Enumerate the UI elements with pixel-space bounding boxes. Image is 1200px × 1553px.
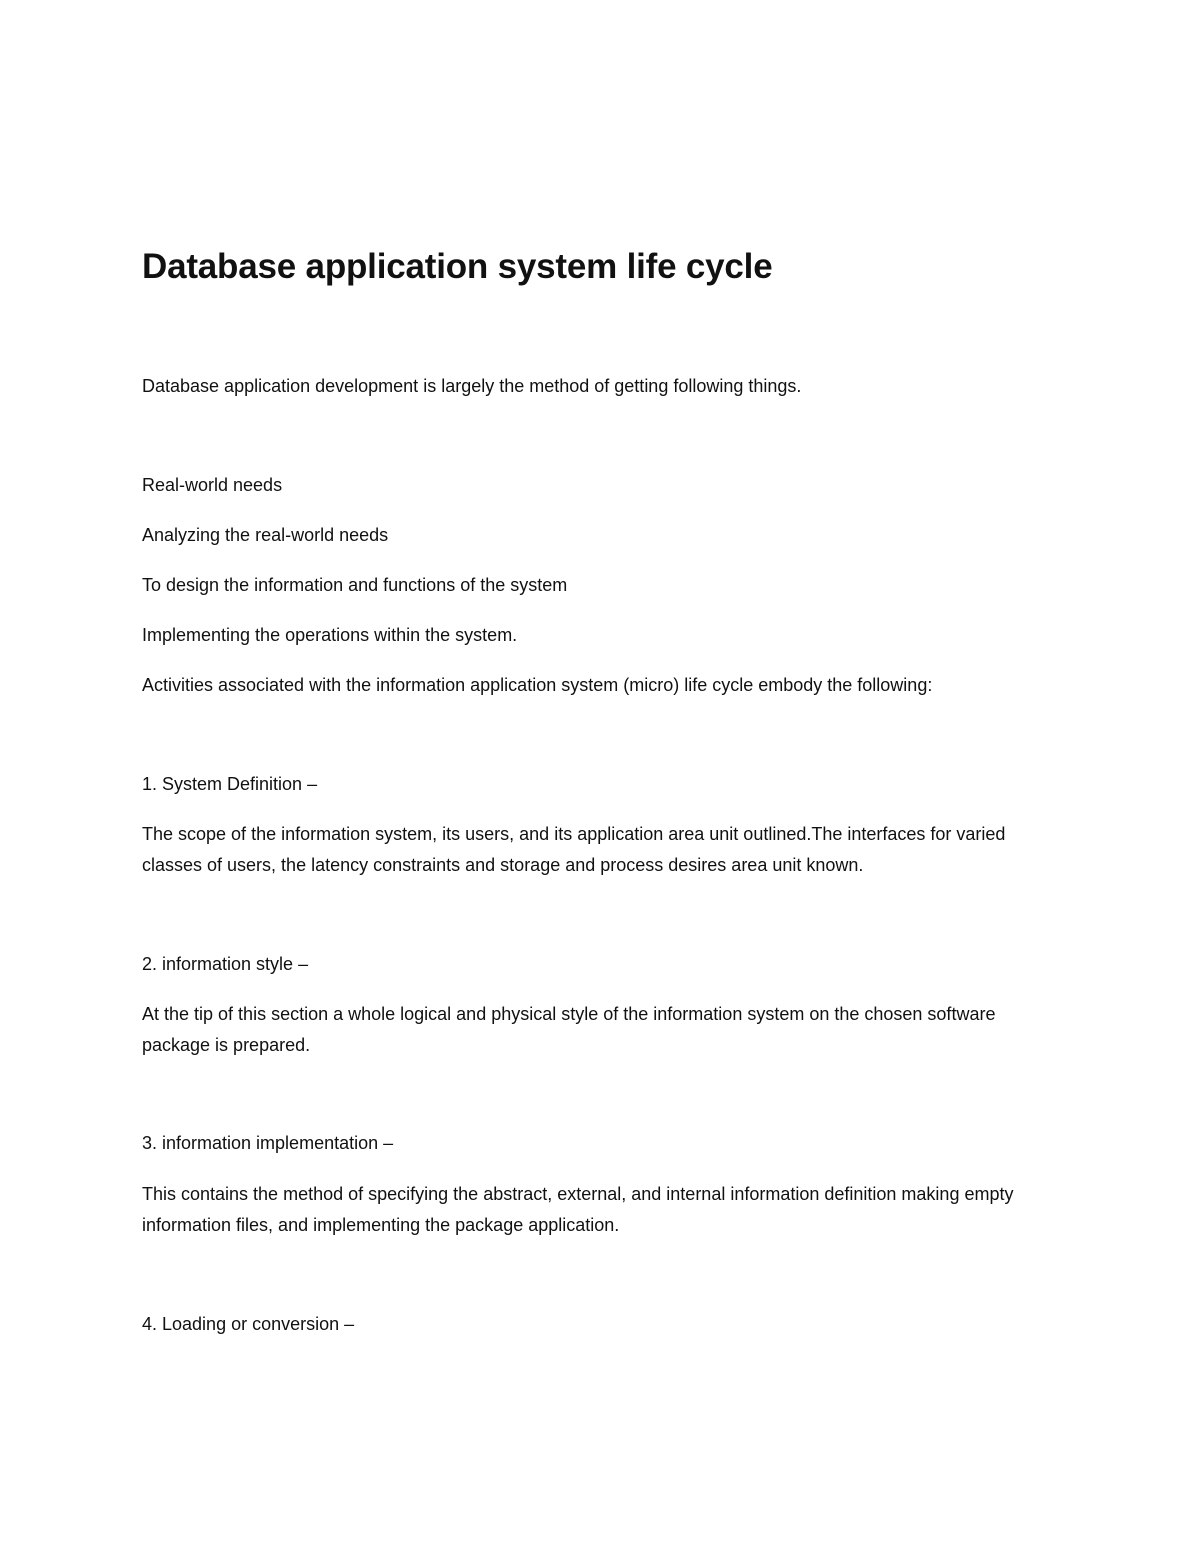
need-item: Real-world needs (142, 475, 283, 495)
section-heading: 4. Loading or conversion – (142, 1314, 355, 1334)
intro-text: Database application development is largely the method of getting following things. (142, 376, 802, 396)
need-item: To design the information and functions of the system (142, 575, 568, 595)
need-item: Analyzing the real-world needs (142, 525, 389, 545)
activities-intro: Activities associated with the information application system (micro) life cycle embody the following: (142, 675, 933, 695)
section-body: This contains the method of specifying the abstract, external, and internal information definition making empty information files, and implementing the package application. (142, 1184, 1014, 1235)
section-heading: 2. information style – (142, 954, 309, 974)
section-heading: 3. information implementation – (142, 1133, 394, 1153)
section-body: The scope of the information system, its users, and its application area unit outlined.The interfaces for varied classes of users, the latency constraints and storage and process desires area unit known. (142, 824, 1006, 875)
section-heading: 1. System Definition – (142, 774, 318, 794)
need-item: Implementing the operations within the system. (142, 625, 518, 645)
section-body: At the tip of this section a whole logical and physical style of the information system on the chosen software package is prepared. (142, 1004, 996, 1055)
document-title: Database application system life cycle (142, 247, 773, 286)
